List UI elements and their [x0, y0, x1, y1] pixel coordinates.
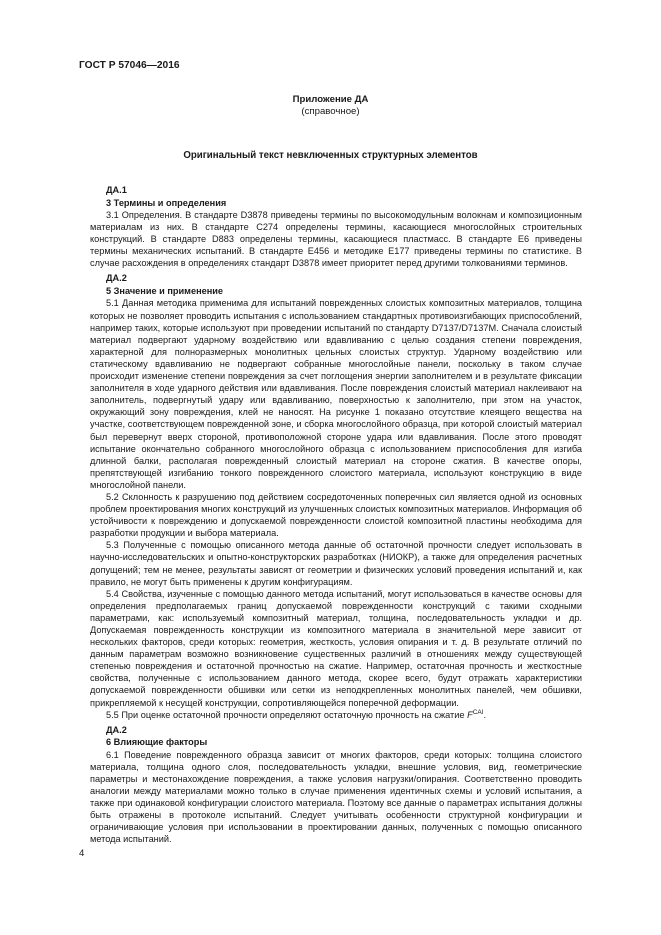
- formula-superscript: CAI: [472, 708, 484, 716]
- section-label: ДА.1: [106, 185, 127, 195]
- paragraph: 5.4 Свойства, изученные с помощью данного метода испытаний, могут использоваться в качестве основы для определения предполагаемых границ допускаемой поврежденности конструкций с такими сходными параметрами, как: используемый композитный материал, толщина, последовательность укладки и др. Допускаемая поврежденность конструкции из композитного материала в значительной мере зависит от нескольких факторов, среди которых: геометрия, жесткость, условия опирания и т. д. В результате отличий по данным параметрам возможно возникновение существенных различий в отношениях между существующей степенью повреждения и остаточной прочностью на сжатие. Например, остаточная прочность и жесткостные свойства, полученные с использованием данного метода, скорее всего, будут отражать характеристики допускаемой поврежденности обшивки или сетки из неподкрепленных монолитных панелей, чем обшивки, прикрепляемой к несущей конструкции, сопротивляющейся поперечной деформации.: [90, 588, 582, 708]
- appendix-title: Приложение ДА: [292, 94, 369, 105]
- appendix-subtitle: (справочное): [301, 106, 360, 117]
- paragraph-tail: .: [483, 709, 487, 720]
- section-title: 5 Значение и применение: [106, 285, 224, 296]
- paragraph: 5.2 Склонность к разрушению под действием сосредоточенных поперечных сил является одной из основных проблем проектирования многих конструкций из улучшенных слоистых композитных материалов. Информация об устойчивости к повреждению и допускаемой поврежденности слоистой композитной пластины необходима для разработки продукции и выбора материала.: [90, 491, 582, 539]
- paragraph-formula: [90, 709, 582, 721]
- page-number: 4: [79, 848, 85, 859]
- paragraph-text: 5.5 При оценке остаточной прочности определяют остаточную прочность на сжатие: [106, 709, 468, 720]
- paragraph: 5.1 Данная методика применима для испытаний поврежденных слоистых композитных материалов, толщина которых не позволяет проводить испытания с использованием стандартных противоизгибающих приспособлений, например таких, которые используют при проведении испытаний по стандарту D7137/D7137M. Сначала слоистый материал подвергают ударному воздействию или вдавливанию с целью создания степени повреждения, характерной для полноразмерных монолитных цельных слоистых структур. Ударному воздействию или статическому вдавливанию не подвергают собранные многослойные панели, поскольку в таком случае происходит изменение степени повреждения за счет поглощения энергии заполнителем и в результате фиксации заполнителя в ходе ударного действия или вдавливания. После повреждения слоистый материал наклеивают на заполнитель, подвергнутый удару или вдавливанию, поверхностью к заполнителю, при этом на участок, окружающий зону повреждения, клей не наносят. На рисунке 1 показано отсутствие клеящего вещества на участке, соответствующем поврежденной зоне, и сборка многослойного образца, при которой слоистый материал был перевернут вверх стороной, противоположной стороне удара или вдавливания. После этого проводят испытание окончательно собранного многослойного образца с использованием приспособления для изгиба длинной балки, располагая поврежденный слоистый материал на стороне сжатия. В качестве опоры, препятствующей изгибанию тонкого поврежденного слоистого материала, используют конструкцию в виде многослойной панели.: [90, 298, 582, 490]
- paragraph: 6.1 Поведение поврежденного образца зависит от многих факторов, среди которых: толщина слоистого материала, толщина одного слоя, последовательность укладки, внешние условия, вид, геометрические параметры и местонахождение повреждения, а также условия нагрузки/опирания. Соответственно проводить аналогии между материалами можно только в случае применения идентичных схемы и условий испытания, а также при одинаковой конфигурации слоистого материала. Поэтому все данные о параметрах испытания должны быть отражены в протоколе испытаний. Следует учитывать особенности структурной конфигурации и ограничивающие условия при использовании в проектировании данных, полученных с помощью описанного метода испытаний.: [90, 749, 582, 845]
- appendix-heading: [0, 94, 661, 118]
- paragraph: 3.1 Определения. В стандарте D3878 приведены термины по высокомодульным волокнам и композиционным материалам из них. В стандарте C274 определены термины, касающиеся многослойных строительных конструкций. В стандарте D883 определены термины, касающиеся пластмасс. В стандарте E6 приведены термины механических испытаний. В стандарте E456 и методике E177 приведены термины по статистике. В случае расхождения в определениях стандарт D3878 имеет приоритет перед другими толкованиями терминов.: [90, 210, 582, 269]
- document-code: ГОСТ Р 57046—2016: [79, 60, 180, 71]
- section-title: 6 Влияющие факторы: [106, 737, 208, 748]
- section-title: 3 Термины и определения: [106, 197, 227, 208]
- formula-symbol: F: [467, 709, 473, 720]
- document-body: [90, 184, 582, 846]
- appendix-doc-title: Оригинальный текст невключенных структурных элементов: [183, 150, 478, 161]
- section-label: ДА.2: [106, 724, 127, 735]
- paragraph: 5.3 Полученные с помощью описанного метода данные об остаточной прочности следует использовать в научно-исследовательских и опытно-конструкторских разработках (НИОКР), а также для определения расчетных допущений; тем не менее, результаты зависят от геометрии и физических условий проведения испытаний и, как правило, не могут быть применены к другим конфигурациям.: [90, 540, 582, 587]
- section-label: ДА.2: [106, 273, 127, 284]
